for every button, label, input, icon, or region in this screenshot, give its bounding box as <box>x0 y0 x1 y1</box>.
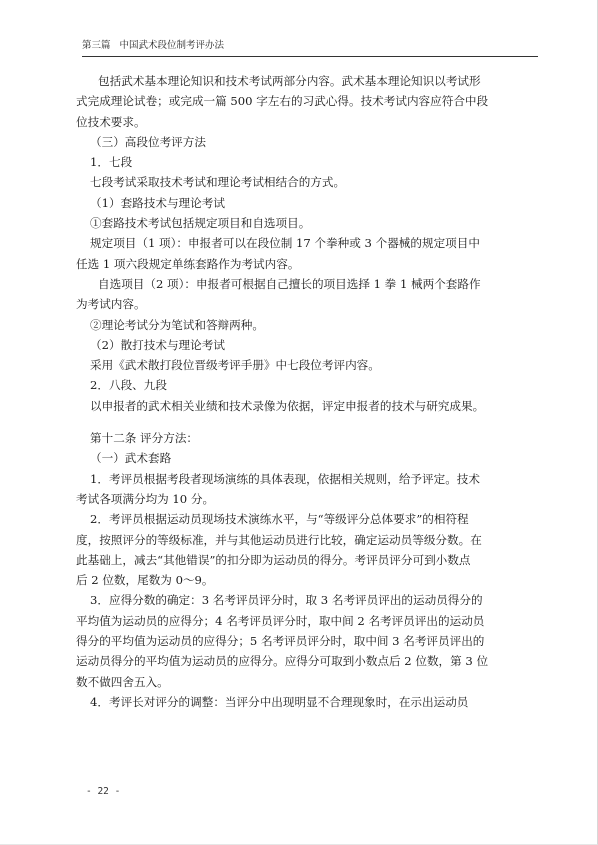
body-line: 此基础上，减去“其他错误”的扣分即为运动员的得分。考评员评分可到小数点 <box>76 552 471 567</box>
body-line: 自选项目（2 项）：申报者可根据自己擅长的项目选择 1 拳 1 械两个套路作 <box>98 276 481 291</box>
body-line: 以申报者的武术相关业绩和技术录像为依据，评定申报者的技术与研究成果。 <box>90 398 485 413</box>
body-line: 采用《武术散打段位晋级考评手册》中七段位考评内容。 <box>90 358 380 373</box>
body-line: 得分的平均值为运动员的应得分；5 名考评员评分时，取中间 3 名考评员评出的 <box>76 634 485 649</box>
body-line: 4．考评长对评分的调整：当评分中出现明显不合理现象时，在示出运动员 <box>90 694 469 709</box>
body-line: ②理论考试分为笔试和答辩两种。 <box>90 317 264 332</box>
body-line: 3．应得分数的确定：3 名考评员评分时，取 3 名考评员评出的运动员得分的 <box>90 593 483 608</box>
subsection-heading: （1）套路技术与理论考试 <box>90 195 225 210</box>
body-line: ①套路技术考试包括规定项目和自选项目。 <box>90 216 311 231</box>
body-line: 2．考评员根据运动员现场技术演练水平，与“等级评分总体要求”的相符程 <box>90 512 469 527</box>
body-line: 数不做四舍五入。 <box>76 674 169 689</box>
body-line: 1．考评员根据考段者现场演练的具体表现，依据相关规则，给予评定。技术 <box>90 471 480 486</box>
body-line: 七段考试采取技术考试和理论考试相结合的方式。 <box>90 175 346 190</box>
subsection-heading: 1．七段 <box>90 155 133 170</box>
body-line: 任选 1 项六段规定单练套路作为考试内容。 <box>76 256 300 271</box>
body-line: 考试各项满分均为 10 分。 <box>76 491 215 506</box>
body-line: 包括武术基本理论知识和技术考试两部分内容。武术基本理论知识以考试形 <box>98 74 481 88</box>
body-line: 后 2 位数，尾数为 0～9。 <box>76 573 214 588</box>
body-line: 运动员得分的平均值为运动员的应得分。应得分可取到小数点后 2 位数，第 3 位 <box>76 654 489 669</box>
body-line: 式完成理论试卷；或完成一篇 500 字左右的习武心得。技术考试内容应符合中段 <box>76 94 489 109</box>
subsection-heading: 2．八段、九段 <box>90 378 167 393</box>
body-line: 平均值为运动员的应得分；4 名考评员评分时，取中间 2 名考评员评出的运动员 <box>76 613 485 628</box>
section-heading: （三）高段位考评方法 <box>90 134 206 149</box>
header-part: 第三篇 <box>82 40 111 51</box>
body-line: 规定项目（1 项）：申报者可以在段位制 17 个拳种或 3 个器械的规定项目中 <box>90 236 480 251</box>
body-line: 度，按照评分的等级标准，并与其他运动员进行比较，确定运动员等级分数。在 <box>76 532 482 547</box>
paragraph-gap <box>76 416 540 428</box>
section-heading: （一）武术套路 <box>90 451 172 466</box>
page-body <box>76 71 540 712</box>
header-title: 中国武术段位制考评办法 <box>119 40 225 51</box>
page-number: - 22 - <box>86 786 121 797</box>
subsection-heading: （2）散打技术与理论考试 <box>90 337 225 352</box>
body-line: 位技术要求。 <box>76 114 146 129</box>
article-heading: 第十二条 评分方法： <box>90 431 199 446</box>
body-line: 为考试内容。 <box>76 297 146 312</box>
running-header <box>82 36 538 57</box>
